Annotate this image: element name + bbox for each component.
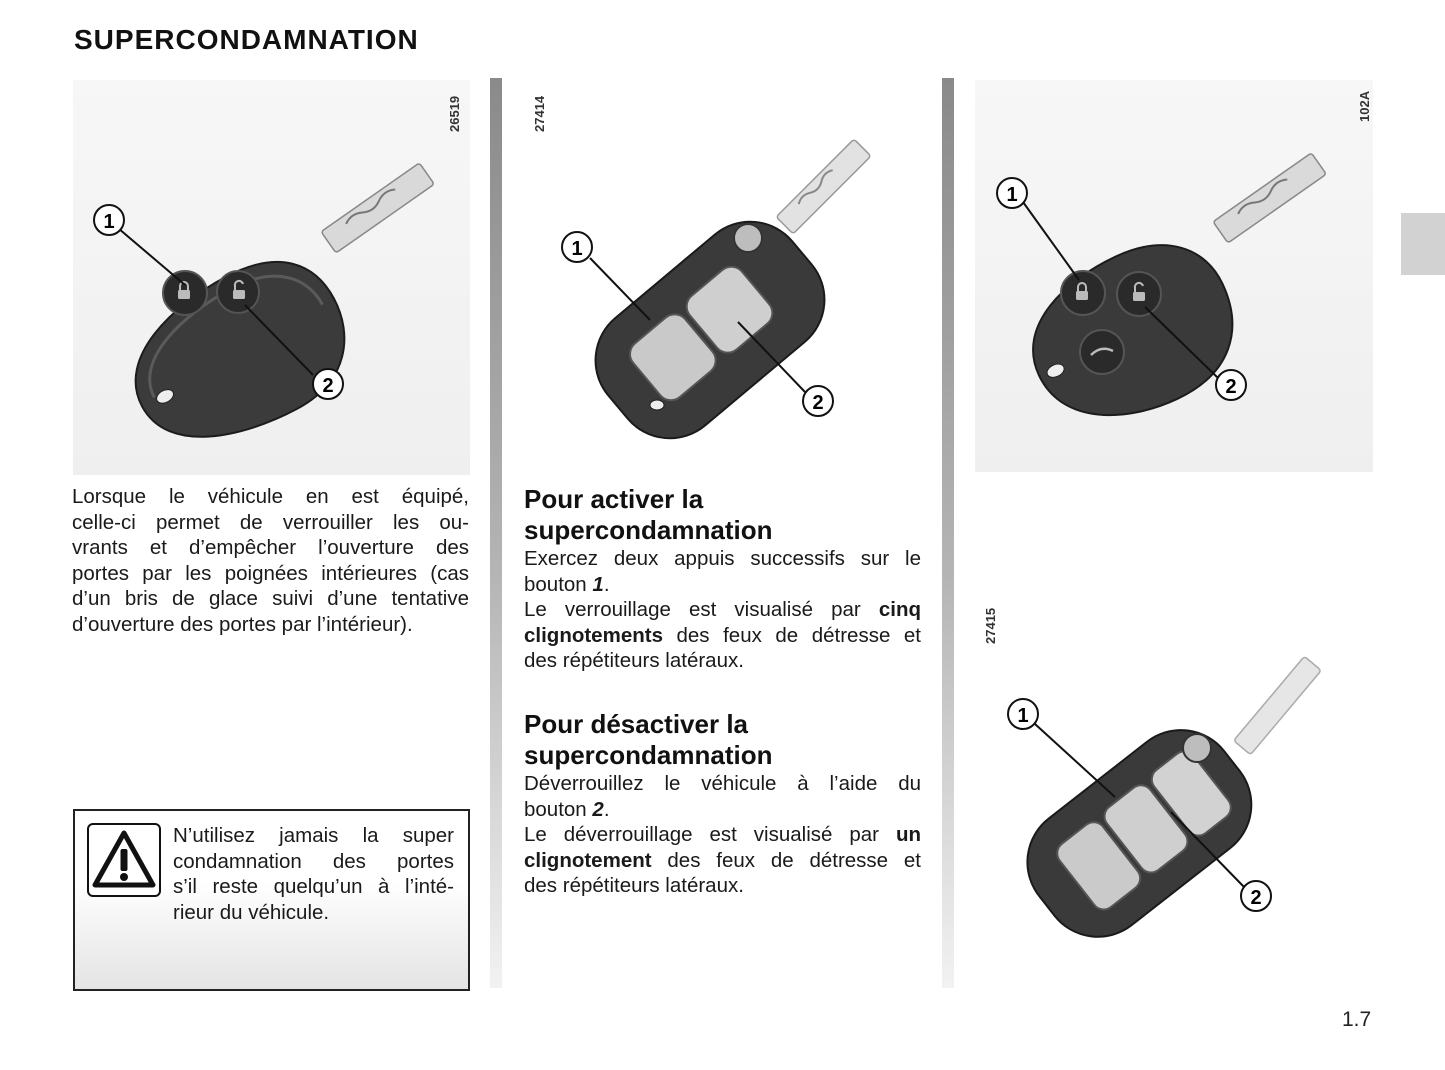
intro-line: Lorsque le véhicule en est équipé, xyxy=(72,485,469,508)
column-divider-right xyxy=(942,78,954,988)
warning-line: s’il reste quelqu’un à l’inté- xyxy=(173,875,454,898)
chapter-tab xyxy=(1401,213,1445,275)
warning-line: rieur du véhicule. xyxy=(173,900,330,924)
warning-triangle-icon xyxy=(87,823,161,897)
column-divider-left xyxy=(490,78,502,988)
image-ref-4: 27415 xyxy=(983,607,998,644)
intro-line: celle-ci permet de verrouiller les ou- xyxy=(72,510,469,534)
page-number: 1.7 xyxy=(1342,1008,1372,1031)
activate-paragraph: Exercez deux appuis successifs sur le bouton 1. Le verrouillage est visualisé par cinq clignotements des feux de détresse et des répétiteurs latéraux. xyxy=(524,547,921,672)
activate-section xyxy=(524,484,921,674)
callout-1: 1 xyxy=(1017,705,1029,727)
button-ref: 2 xyxy=(592,797,604,821)
deactivate-section xyxy=(524,709,921,899)
flip-key-3-buttons-illustration xyxy=(975,600,1373,960)
image-ref-2: 27414 xyxy=(532,95,547,132)
callout-1: 1 xyxy=(1006,184,1018,206)
key-image-3 xyxy=(975,80,1373,472)
callout-2: 2 xyxy=(1225,376,1237,398)
callout-1: 1 xyxy=(103,211,115,233)
page-title: SUPERCONDAMNATION xyxy=(74,24,419,55)
callout-2: 2 xyxy=(812,392,824,414)
warning-box xyxy=(73,809,470,991)
activate-heading: Pour activer la supercondamnation xyxy=(524,484,773,545)
intro-paragraph xyxy=(72,484,469,637)
deactivate-heading: Pour désactiver la supercondamnation xyxy=(524,709,773,770)
remote-key-3-buttons-illustration xyxy=(975,80,1373,472)
image-ref-1: 26519 xyxy=(447,95,462,132)
intro-line: portes par les poignées intérieures (cas xyxy=(72,561,469,585)
remote-key-2-buttons-illustration xyxy=(73,80,470,475)
intro-line: d’un bris de glace suivi d’une tentative xyxy=(72,587,469,610)
key-image-2 xyxy=(520,80,920,480)
intro-line: d’ouverture des portes par l’intérieur). xyxy=(72,612,413,636)
flip-key-2-buttons-illustration xyxy=(520,80,920,480)
image-ref-3: 102A xyxy=(1357,90,1372,122)
callout-2: 2 xyxy=(1250,887,1262,909)
deactivate-paragraph: Déverrouillez le véhicule à l’aide du bouton 2. Le déverrouillage est visualisé par un clignotement des feux de détresse et des répétiteurs latéraux. xyxy=(524,772,921,897)
key-image-4 xyxy=(975,600,1373,960)
callout-1: 1 xyxy=(571,238,583,260)
warning-line: condamnation des portes xyxy=(173,849,454,873)
warning-line: N’utilisez jamais la super xyxy=(173,824,454,847)
callout-2: 2 xyxy=(322,375,334,397)
intro-line: vrants et d’empêcher l’ouverture des xyxy=(72,536,469,559)
button-ref: 1 xyxy=(592,572,604,596)
key-image-1 xyxy=(73,80,470,475)
warning-text xyxy=(173,823,454,925)
